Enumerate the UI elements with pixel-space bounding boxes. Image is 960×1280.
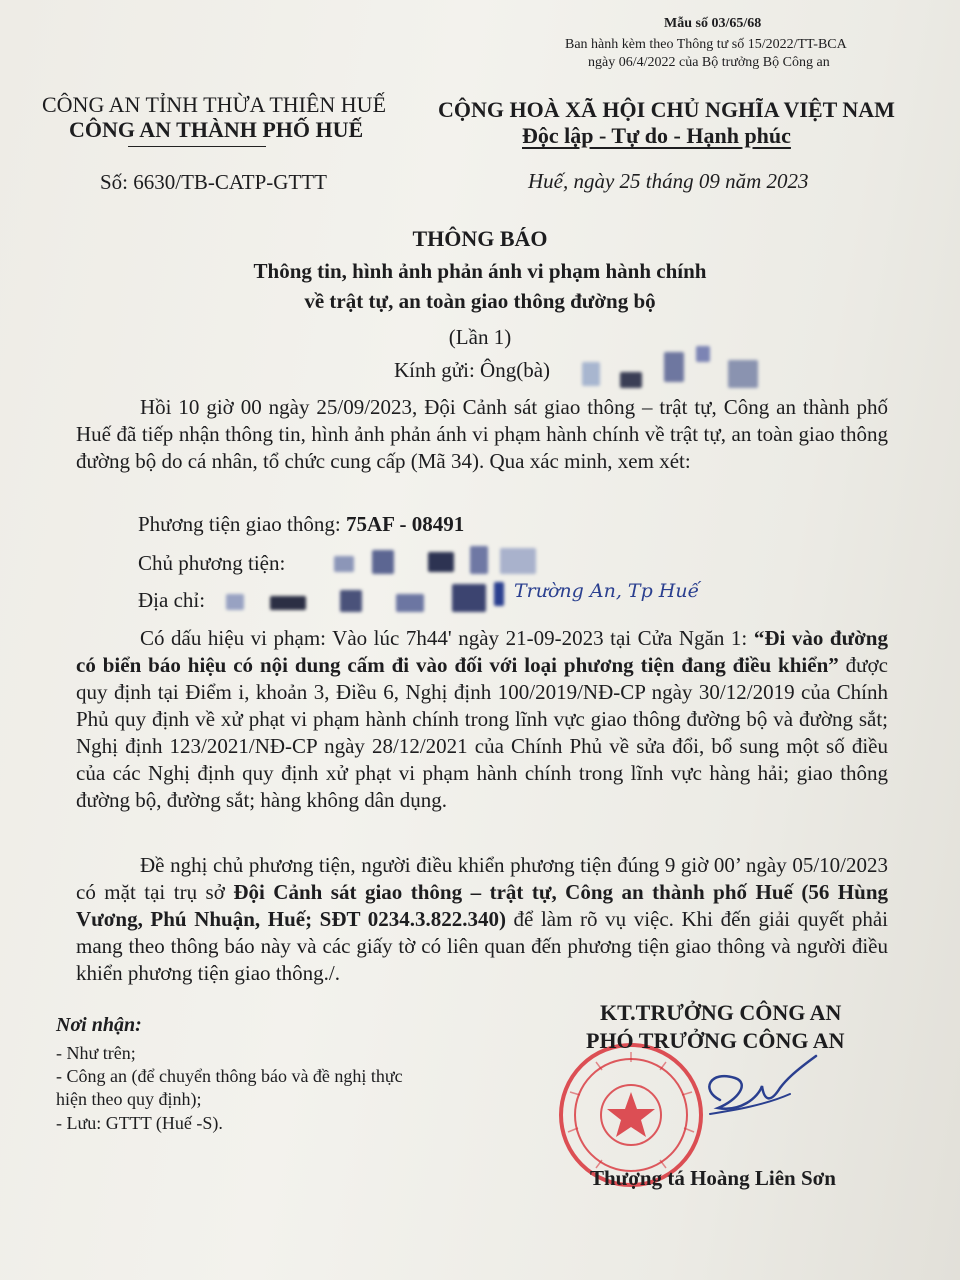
recipients-line-1: - Như trên; <box>56 1043 136 1063</box>
recipients-line-2: - Công an (để chuyển thông báo và đề nghị thực <box>56 1066 403 1086</box>
address-label: Địa chỉ: <box>138 588 206 612</box>
vehicle-line <box>138 512 464 537</box>
recipients-line-3: hiện theo quy định); <box>56 1089 202 1109</box>
place-date: Huế, ngày 25 tháng 09 năm 2023 <box>528 169 809 193</box>
signature-title-1: KT.TRƯỞNG CÔNG AN <box>600 1000 842 1025</box>
handwritten-signature <box>690 1050 830 1140</box>
violation-description: “Đi vào đường có biển báo hiệu có nội dung cấm đi vào đối với loại phương tiện đang điều khiển” <box>76 626 888 677</box>
agency-name: CÔNG AN THÀNH PHỐ HUẾ <box>69 117 364 142</box>
form-number: Mẫu số 03/65/68 <box>664 16 762 31</box>
notice-count: (Lần 1) <box>448 325 512 349</box>
paragraph-intro: Hồi 10 giờ 00 ngày 25/09/2023, Đội Cảnh sát giao thông – trật tự, Công an thành phố Huế đã tiếp nhận thông tin, hình ảnh phản ánh vi phạm hành chính về trật tự, an toàn giao thông đường bộ do cá nhân, tổ chức cung cấp (Mã 34). Qua xác minh, xem xét: <box>76 395 888 473</box>
form-issued-line-1: Ban hành kèm theo Thông tư số 15/2022/TT-BCA <box>565 37 847 52</box>
owner-label: Chủ phương tiện: <box>138 551 286 575</box>
document-number: Số: 6630/TB-CATP-GTTT <box>100 170 327 194</box>
summons-intro: Đề nghị chủ phương tiện, người điều khiển phương tiện đúng 9 giờ 00’ ngày 05/10/2023 có mặt tại trụ sở <box>76 853 888 904</box>
form-issued-line-2: ngày 06/4/2022 của Bộ trưởng Bộ Công an <box>588 55 830 70</box>
recipients-line-4: - Lưu: GTTT (Huế -S). <box>56 1113 223 1133</box>
document-title: THÔNG BÁO <box>412 226 548 251</box>
agency-parent: CÔNG AN TỈNH THỪA THIÊN HUẾ <box>42 92 387 117</box>
national-motto: Độc lập - Tự do - Hạnh phúc <box>522 123 791 148</box>
violation-intro: Có dấu hiệu vi phạm: Vào lúc 7h44' ngày 21-09-2023 tại Cửa Ngăn 1: <box>140 626 754 650</box>
handwritten-address: Trường An, Tp Huế <box>514 580 700 602</box>
violation-legal-basis: được quy định tại Điểm i, khoản 3, Điều 6, Nghị định 100/2019/NĐ-CP ngày 30/12/2019 của Chính Phủ quy định về xử phạt vi phạm hành chính trong lĩnh vực giao thông đường bộ và đường sắt; Nghị định 123/2021/NĐ-CP ngày 28/12/2021 của Chính Phủ về sửa đổi, bổ sung một số điều của các Nghị định quy định xử phạt vi phạm hành chính trong lĩnh vực hàng hải; giao thông đường bộ, đường sắt; hàng không dân dụng. <box>76 653 888 812</box>
summons-instructions: để làm rõ vụ việc. Khi đến giải quyết phải mang theo thông báo này và các giấy tờ có liên quan đến phương tiện giao thông và người điều khiển phương tiện giao thông./. <box>76 907 888 985</box>
recipient-label: Kính gửi: Ông(bà) <box>394 358 551 382</box>
signature-title-2: PHÓ TRƯỞNG CÔNG AN <box>586 1028 845 1053</box>
agency-underline <box>128 146 266 147</box>
document-subtitle-1: Thông tin, hình ảnh phản ánh vi phạm hành chính <box>253 259 707 283</box>
paragraph-violation <box>76 625 888 814</box>
document-subtitle-2: về trật tự, an toàn giao thông đường bộ <box>304 289 656 313</box>
summons-location: Đội Cảnh sát giao thông – trật tự, Công an thành phố Huế (56 Hùng Vương, Phú Nhuận, Huế; SĐT 0234.3.822.340) <box>76 880 888 931</box>
paragraph-summons <box>76 852 888 987</box>
vehicle-label: Phương tiện giao thông: <box>138 512 346 536</box>
vehicle-plate: 75AF - 08491 <box>345 512 465 536</box>
signer-name: Thượng tá Hoàng Liên Sơn <box>590 1166 836 1190</box>
nation-title: CỘNG HOÀ XÃ HỘI CHỦ NGHĨA VIỆT NAM <box>438 97 895 122</box>
recipients-title: Nơi nhận: <box>56 1014 142 1036</box>
